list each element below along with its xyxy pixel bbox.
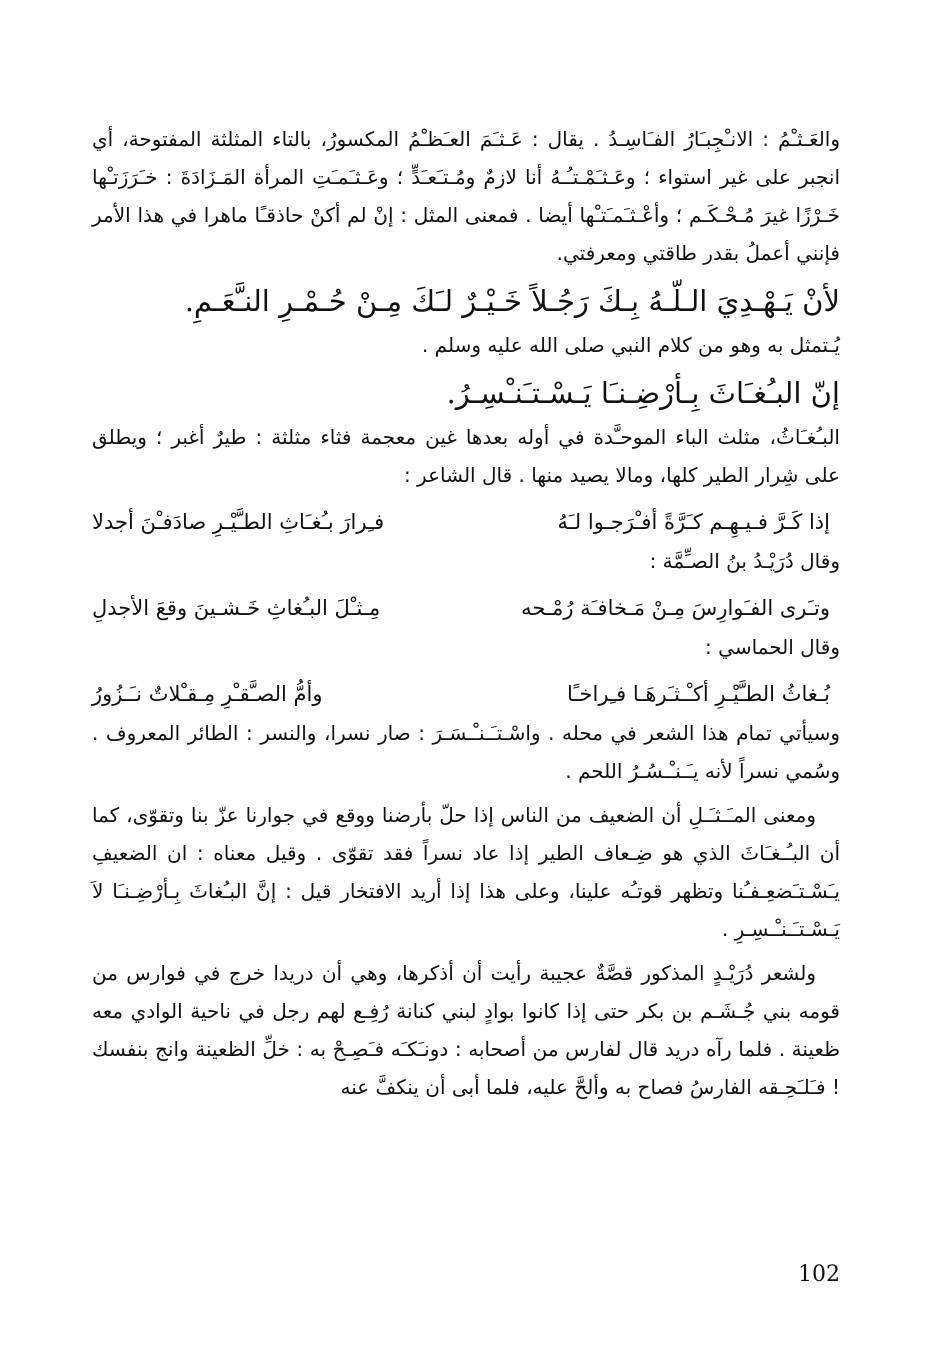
verse-hemistich-left: مِـثـْلَ البـُغاثِ خَـشـينَ وقعَ الأجدلِ xyxy=(92,596,381,620)
verse-hemistich-right: بُـغاثُ الطـَّيْـرِ أكـْـثـَرهَـا فـِراخـًا xyxy=(567,682,830,706)
paragraph-nasr: وسيأتي تمام هذا الشعر في محله . واسْـتـَـنـْـسَـرَ : صار نسرا، والنسر : الطائر المعروف . وسُمي نسراً لأنه يـَـنـْـسُـرُ اللحم . xyxy=(92,721,840,783)
paragraph-story: ولشعر دُرَيْـدٍ المذكور قصَّةٌ عجيبة رأيت أن أذكرها، وهي أن دريدا خرج في فوارس من قومه بني جُـشَـم بن بكر حتى إذا كانوا بوادٍ لبني كنانة رُفِـع لهم رجل في ناحية الوادي معه ظعينة . فلما رآه دريد قال لفارس من أصحابه : دونـَكـَه فـَصِـحْ به : خلِّ الظعينة وانج بنفسك ! فـَلـَحِـقه الفارسُ فصاح به وألحَّ عليه، فلما أبى أن ينكفَّ عنه xyxy=(92,961,840,1099)
paragraph-meaning: ومعنى المـَـثـَـلِ أن الضعيف من الناس إذا حلّ بأرضنا ووقع في جوارنا عزّ بنا وتقوّى، كما أن البـُـغـَاثَ الذي هو ضِـعاف الطير إذا عاد نسراً فقد تقوّى . وقيل معناه : ان الضعيفِ يـَسْـتـَضعِـفـُنا وتظهر قوتـُه علينا، وعلى هذا إذا أريد الافتخار قيل : إنَّ البـُغاثَ بِـأرْضِـنـَا لاَ يَـسْـتـَـنـْـسِـرِ . xyxy=(92,803,840,941)
verse-line-2 xyxy=(92,588,840,628)
verse-hemistich-right: إذا كَـرَّ فـيـهِـم كـَرَّةً أفـْرَجـوا لـَهُ xyxy=(557,510,830,534)
paragraph-definition: والعَـثـْمُ : الانـْجِبـَارُ الفـَاسِـدُ . يقال : عَـثـَمَ العـَظـْمُ المكسورُ، بالتاء المثلثة المفتوحة، أي انجبر على غير استواء ؛ وعَـثـَمْـتـُـهُ أنا لازمٌ ومُـتـَعـَدٍّ ؛ وعَـثـَمـَتِ المرأة المَـزَادَةَ : خـَرَزَتـْها خَـرْزًا غيرَ مُـحْـكَـم ؛ وأعْـثـَمـَتـْها أيضا . فمعنى المثل : إنْ لم أكنْ حاذقـًا ماهرا في هذا الأمر فإنني أعملُ بقدر طاقتي ومعرفتي. xyxy=(92,127,840,265)
paragraph-bughath: البـُغـَاثُ، مثلث الباء الموحـَّدة في أوله بعدها غين معجمة فثاء مثلثة : طيرٌ أغبر ؛ ويطلق على شِرار الطير كلها، ومالا يصيد منها . قال الشاعر : xyxy=(92,425,840,487)
proverb-note: يُـتمثل به وهو من كلام النبي صلى الله عليه وسلم . xyxy=(421,333,840,357)
page-number: 102 xyxy=(798,1262,840,1287)
proverb-heading-2: إنّ البـُغـَاثَ بِـأرْضِـنـَا يَـسْـتـَنـْسِـرُ. xyxy=(446,376,840,410)
verse-hemistich-right: وتـَرى الفـَوارِسَ مِـنْ مَـخافـَة رُمْـحه xyxy=(521,596,830,620)
page-body xyxy=(92,120,840,1106)
proverb-heading-1: لأنْ يَـهْـدِيَ الـلّـهُ بِـكَ رَجُـلاً خَـيْـرٌ لـَكَ مِـنْ حُـمْـرِ النـَّعَـمِ. xyxy=(184,284,840,318)
verse-hemistich-left: وأمُّ الصـَّقـْرِ مِـقـْلاتٌ نـَـزُورُ xyxy=(92,682,323,706)
verse-hemistich-left: فـِرارَ بـُغـَاثِ الطـَّيْـرِ صادَفـْنَ أجدلا xyxy=(92,510,385,534)
verse-line-3 xyxy=(92,674,840,714)
verse-intro-hamasi: وقال الحماسي : xyxy=(705,635,840,659)
verse-line-1 xyxy=(92,502,840,542)
verse-intro-durayd: وقال دُرَيْـدُ بنُ الصـِّمَّة : xyxy=(649,549,840,573)
